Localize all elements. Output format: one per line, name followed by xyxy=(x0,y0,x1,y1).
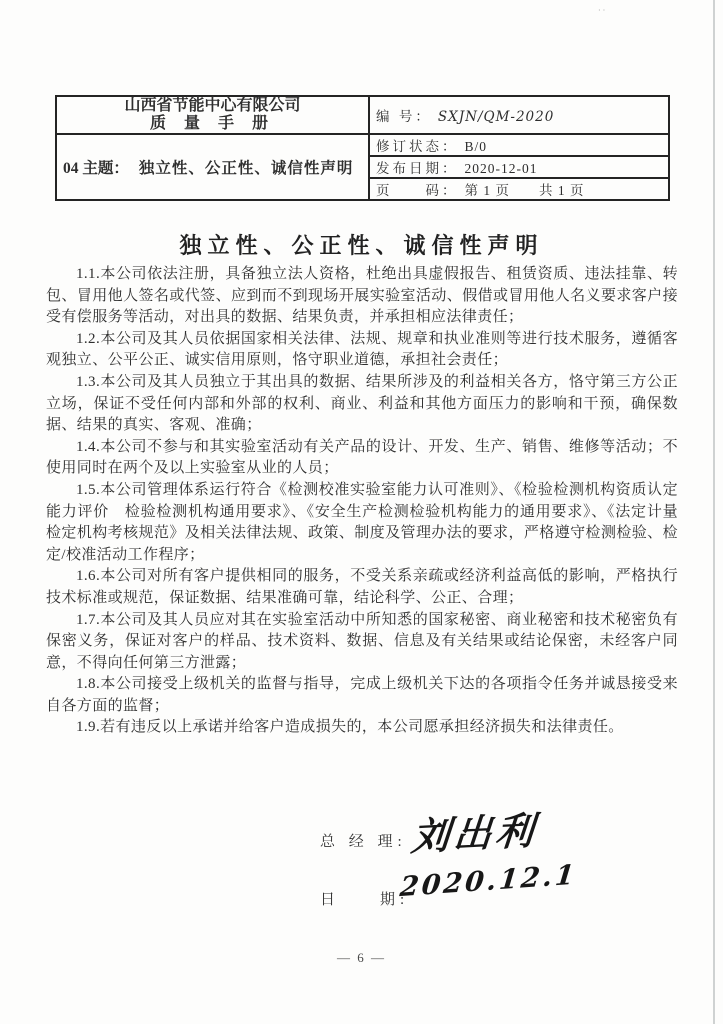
page-title: 独立性、公正性、诚信性声明 xyxy=(179,233,544,258)
declaration-paragraph-2: 1.2.本公司及其人员依据国家相关法律、法规、规章和执业准则等进行技术服务，遵循客观独立、公平公正、诚实信用原则，恪守职业道德，承担社会责任； xyxy=(46,330,678,369)
doc-number-cell xyxy=(369,96,669,134)
subject-value: 独立性、公正性、诚信性声明 xyxy=(138,160,354,177)
declaration-paragraph-5: 1.5.本公司管理体系运行符合《检测校准实验室能力认可准则》、《检验检测机构资质认定能力评价 检验检测机构通用要求》、《安全生产检测检验机构能力的通用要求》、《法定计量检定机构考核规范》及相关法律法规、政策、制度及管理办法的要求，严格遵守检测检验、检定/校准活动工作程序； xyxy=(46,481,678,563)
manager-signature-row xyxy=(320,812,650,870)
declaration-paragraph-1: 1.1.本公司依法注册，具备独立法人资格，杜绝出具虚假报告、租赁资质、违法挂靠、转包、冒用他人签名或代签、应到而不到现场开展实验室活动、假借或冒用他人名义要求客户接受有偿服务等活动，对出具的数据、结果负责，并承担相应法律责任； xyxy=(46,266,678,326)
manual-title: 质 量 手 册 xyxy=(149,115,275,132)
manager-handwritten-signature: 刘出利 xyxy=(409,810,540,860)
page-code-cell xyxy=(369,178,669,200)
declaration-paragraph-9: 1.9.若有违反以上承诺并给客户造成损失的，本公司愿承担经济损失和法律责任。 xyxy=(76,719,624,736)
release-date-label: 发布日期： xyxy=(376,161,459,176)
declaration-paragraph-7: 1.7.本公司及其人员应对其在实验室活动中所知悉的国家秘密、商业秘密和技术秘密负有保密义务，保证对客户的样品、技术资料、数据、信息及有关结果或结论保密，未经客户同意，不得向任何第三方泄露； xyxy=(46,611,678,671)
general-manager-label: 总 经 理: xyxy=(320,834,407,850)
page-code-label: 页 码： xyxy=(376,183,459,198)
declaration-paragraph-8: 1.8.本公司接受上级机关的监督与指导，完成上级机关下达的各项指令任务并诚恳接受来自各方面的监督； xyxy=(46,676,678,714)
date-signature-row xyxy=(320,859,650,928)
subject-label: 04 主题： xyxy=(63,160,129,177)
page-code-value: 第 1 页 共 1 页 xyxy=(464,183,585,198)
signature-block xyxy=(320,812,650,928)
scan-speck-artifact: ·· xyxy=(598,6,608,15)
release-date-value: 2020-12-01 xyxy=(464,161,538,176)
declaration-paragraph-3: 1.3.本公司及其人员独立于其出具的数据、结果所涉及的利益相关各方，恪守第三方公正立场，保证不受任何内部和外部的权利、商业、利益和其他方面压力的影响和干预，确保数据、结果的真实、客观、准确； xyxy=(46,373,678,434)
revision-status-cell xyxy=(369,134,669,156)
release-date-cell xyxy=(369,156,669,178)
declaration-paragraph-6: 1.6.本公司对所有客户提供相同的服务，不受关系亲疏或经济利益高低的影响，严格执行技术标准或规范，保证数据、结果准确可靠，结论科学、公正、合理； xyxy=(46,568,678,606)
revision-status-value: B/0 xyxy=(464,139,488,154)
doc-number-value: SXJN/QM-2020 xyxy=(437,109,555,125)
table-row xyxy=(56,96,669,134)
handwritten-date: 2020.12.1 xyxy=(398,859,579,904)
doc-number-label: 编 号： xyxy=(376,109,432,124)
page-number: — 6 — xyxy=(337,950,386,965)
revision-status-label: 修订状态： xyxy=(376,139,459,154)
table-row xyxy=(56,134,669,156)
declaration-body xyxy=(46,264,678,739)
scan-edge-artifact xyxy=(713,0,715,1024)
company-name: 山西省节能中心有限公司 xyxy=(124,97,301,114)
company-cell xyxy=(56,96,369,134)
document-header-table xyxy=(55,95,670,201)
date-label: 日 期: xyxy=(320,892,410,908)
declaration-paragraph-4: 1.4.本公司不参与和其实验室活动有关产品的设计、开发、生产、销售、维修等活动；不使用同时在两个及以上实验室从业的人员； xyxy=(46,438,678,477)
subject-cell xyxy=(56,134,369,200)
